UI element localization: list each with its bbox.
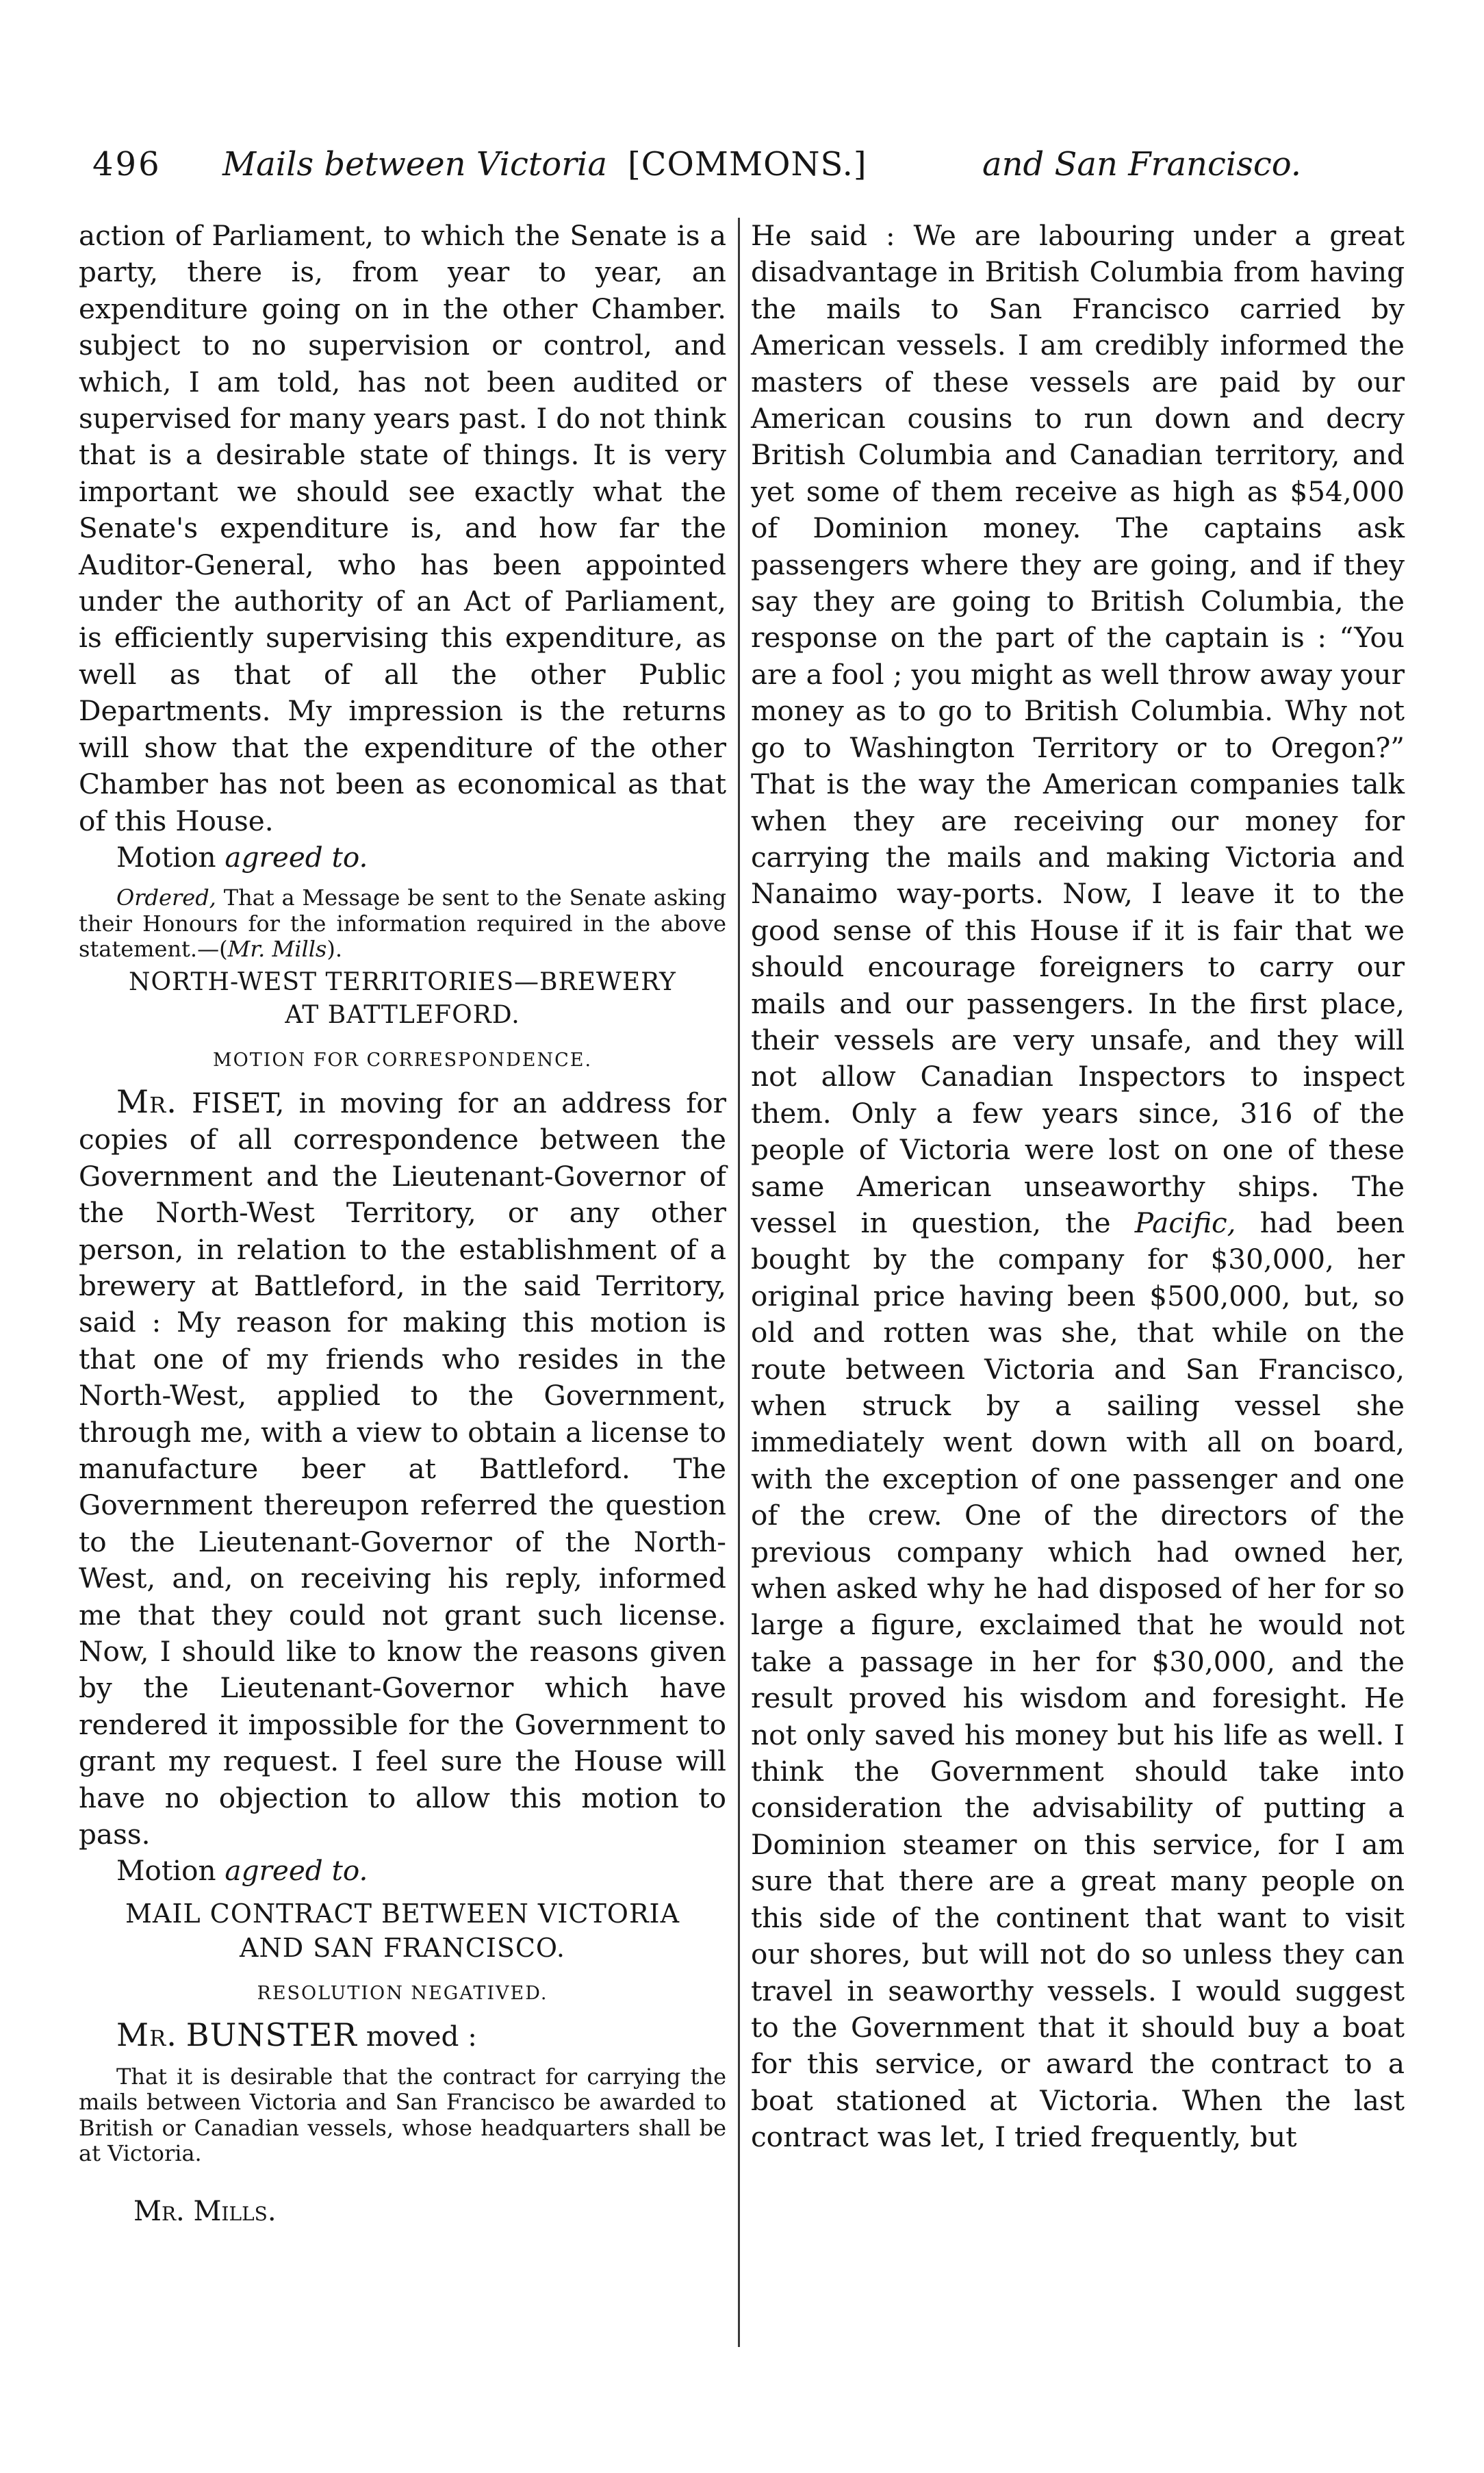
section-title-line: AND SAN FRANCISCO.	[240, 1932, 565, 1963]
speech-paragraph	[79, 1084, 726, 1853]
motion-word: Motion	[116, 840, 216, 874]
motion-result	[79, 839, 726, 876]
speech-paragraph	[79, 2017, 726, 2055]
paragraph: action of Parliament, to which the Senate is a party, there is, from year to year, an expenditure going on in the other Chamber. subject to no supervision or control, and which, I am told, has not been audited or supervised for many years past. I do not think that is a desirable state of things. It is very important we should see exactly what the Senate's expenditure is, and how far the Auditor-General, who has been appointed under the authority of an Act of Parliament, is efficiently supervising this expenditure, as well as that of all the other Public Departments. My impression is the returns will show that the expenditure of the other Chamber has not been as economical as that of this House.	[79, 219, 726, 837]
ordered-close: ).	[327, 935, 342, 962]
speaker-name: FISET,	[192, 1086, 285, 1119]
motion-outcome: agreed to.	[225, 840, 368, 874]
section-title-line: MAIL CONTRACT BETWEEN VICTORIA	[125, 1898, 680, 1929]
speech-text: moved :	[366, 2019, 477, 2053]
order-note	[79, 885, 726, 962]
ship-name: Pacific,	[1134, 1206, 1236, 1239]
paragraph	[751, 218, 1405, 2156]
section-title	[79, 1897, 726, 1965]
left-column	[79, 218, 726, 2230]
section-title-line: AT BATTLEFORD.	[285, 1000, 520, 1029]
running-title-right: and San Francisco.	[982, 145, 1302, 183]
speaker-signature: Mr. Mills.	[133, 2196, 277, 2228]
running-header	[92, 137, 1379, 192]
running-title-center: [COMMONS.]	[628, 145, 867, 183]
column-divider	[738, 218, 740, 2347]
motion-word: Motion	[116, 1854, 216, 1888]
speech-text-continued: had been bought by the company for $30,000, her original price having been $500,000, but, so old and rotten was she, that while on the route between Victoria and San Francisco, when struck by a sailing vessel she immediately went down with all on board, with the exception of one passenger and one of the crew. One of the directors of the previous company which had owned her, when asked why he had disposed of her for so large a figure, exclaimed that he would not take a passage in her for $30,000, and the result proved his wisdom and foresight. He not only saved his money but his life as well. I think the Government should take into consideration the advisability of putting a Dominion steamer on this service, for I am sure that there are a great many people on this side of the continent that want to visit our shores, but will not do so unless they can travel in seaworthy vessels. I would suggest to the Government that it should buy a boat for this service, or award the contract to a boat stationed at Victoria. When the last contract was let, I tried frequently, but	[751, 1206, 1405, 2154]
ordered-text: That a Message be sent to the Senate asking their Honours for the information required in the above statement.—(	[79, 885, 727, 962]
running-title-left: Mails between Victoria	[222, 145, 608, 183]
section-title	[79, 966, 726, 1032]
right-column	[751, 218, 1405, 2156]
ordered-word: Ordered,	[116, 885, 216, 911]
ordered-attribution: Mr. Mills	[227, 935, 327, 962]
resolution-text: That it is desirable that the contract for carrying the mails between Victoria and San Francisco be awarded to British or Canadian vessels, whose headquarters shall be at Victoria.	[79, 2064, 726, 2166]
motion-result	[79, 1853, 726, 1889]
section-subtitle: RESOLUTION NEGATIVED.	[257, 1982, 548, 2004]
page-number: 496	[92, 145, 162, 183]
motion-outcome: agreed to.	[225, 1854, 368, 1888]
speaker-prefix: Mr.	[116, 2016, 177, 2053]
section-title-line: NORTH-WEST TERRITORIES—BREWERY	[129, 967, 676, 996]
speaker-prefix: Mr.	[116, 1082, 177, 1120]
speech-text: He said : We are labouring under a great disadvantage in British Columbia from having the mails to San Francisco carried by American vessels. I am credibly informed the masters of these vessels are paid by our American cousins to run down and decry British Columbia and Canadian territory, and yet some of them receive as high as $54,000 of Dominion money. The captains ask passengers where they are going, and if they say they are going to British Columbia, the response on the part of the captain is : “You are a fool ; you might as well throw away your money as to go to British Columbia. Why not go to Washington Territory or to Oregon?” That is the way the American companies talk when they are receiving our money for carrying the mails and making Victoria and Nanaimo way-ports. Now, I leave it to the good sense of this House if it is fair that we should encourage foreigners to carry our mails and our passengers. In the first place, their vessels are very unsafe, and they will not allow Canadian Inspectors to inspect them. Only a few years since, 316 of the people of Victoria were lost on one of these same American unseaworthy ships. The vessel in question, the	[751, 219, 1405, 1239]
section-subtitle: MOTION FOR CORRESPONDENCE.	[212, 1049, 593, 1071]
speaker-name: BUNSTER	[186, 2016, 357, 2053]
speech-text: in moving for an address for copies of all correspondence between the Government and the Lieutenant-Governor of the North-West Territory, or any other person, in relation to the establishment of a brewery at Battleford, in the said Territory, said : My reason for making this motion is that one of my friends who resides in the North-West, applied to the Government, through me, with a view to obtain a license to manufacture beer at Battleford. The Government thereupon referred the question to the Lieutenant-Governor of the North-West, and, on receiving his reply, informed me that they could not grant such license. Now, I should like to know the reasons given by the Lieutenant-Governor which have rendered it impossible for the Government to grant my request. I feel sure the House will have no objection to allow this motion to pass.	[79, 1086, 727, 1851]
